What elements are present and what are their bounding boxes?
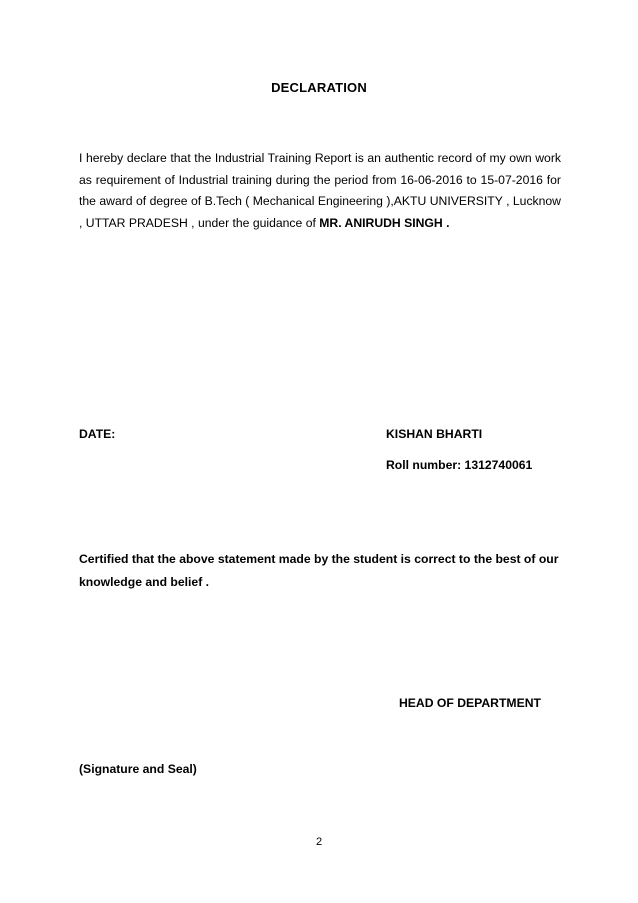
certification-statement: Certified that the above statement made by the student is correct to the best of our knowledge and belief . (79, 552, 559, 589)
head-of-department-label: HEAD OF DEPARTMENT (399, 696, 541, 710)
guide-name: MR. ANIRUDH SINGH . (319, 215, 450, 230)
page-title: DECLARATION (271, 80, 367, 95)
declaration-text: I hereby declare that the Industrial Training Report is an authentic record of my own work as requirement of Industrial training during the period from 16-06-2016 to 15-07-2016 for the award of degree of B.Tech ( Mechanical Engineering ),AKTU UNIVERSITY , Lucknow , UTTAR PRADESH , under the guidance of (79, 151, 561, 230)
signature-seal-label: (Signature and Seal) (79, 762, 197, 776)
student-name: KISHAN BHARTI (386, 427, 483, 441)
declaration-paragraph (79, 148, 561, 234)
date-label: DATE: (79, 427, 116, 441)
page-number: 2 (315, 836, 323, 848)
roll-number: Roll number: 1312740061 (386, 458, 533, 472)
